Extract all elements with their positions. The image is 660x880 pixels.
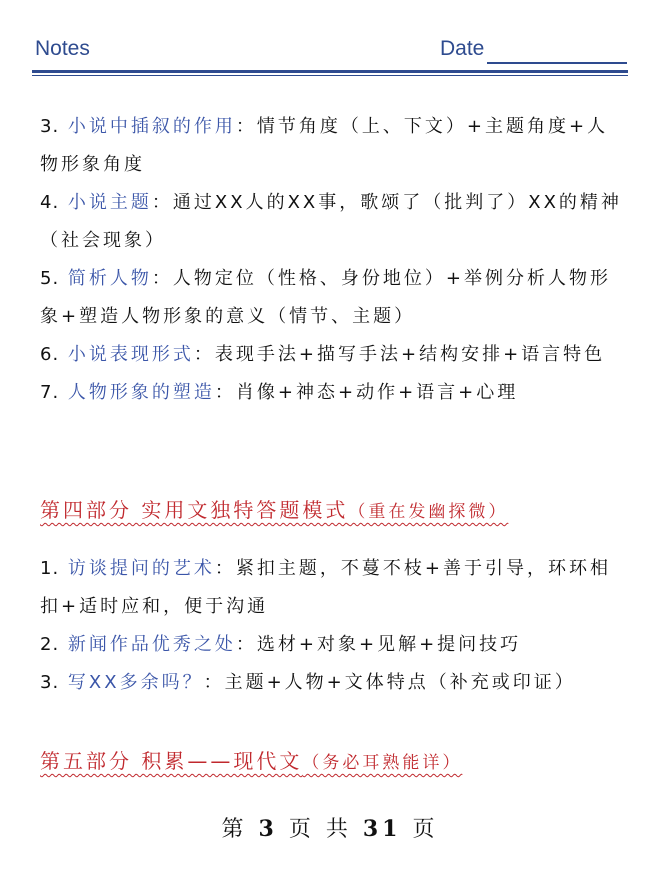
item-keyword: 小说中插叙的作用 [67, 116, 236, 137]
item-keyword: 写XX多余吗？ [67, 672, 204, 693]
item-text: ：通过XX人的XX事，歌颂了（批判了）XX的精神（社会现象） [40, 192, 622, 251]
list-item: 1. 访谈提问的艺术：紧扣主题，不蔓不枝+善于引导，环环相扣+适时应和，便于沟通 [40, 558, 612, 617]
item-keyword: 人物形象的塑造 [67, 382, 215, 403]
footer-suffix: 页 [412, 817, 439, 842]
section-heading-5 [40, 745, 462, 774]
item-text: ：紧扣主题，不蔓不枝+善于引导，环环相扣+适时应和，便于沟通 [40, 558, 612, 617]
footer-prefix: 第 [221, 817, 248, 842]
item-keyword: 小说表现形式 [67, 344, 194, 365]
item-keyword: 简析人物 [67, 268, 152, 289]
current-page-number: 3 [258, 816, 278, 842]
header-rule-thin [32, 75, 628, 76]
list-item: 3. 小说中插叙的作用：情节角度（上、下文）+主题角度+人物形象角度 [40, 116, 609, 175]
notes-header [0, 0, 660, 80]
practical-answer-list [40, 550, 625, 702]
list-item: 6. 小说表现形式：表现手法+描写手法+结构安排+语言特色 [40, 344, 606, 365]
item-keyword: 新闻作品优秀之处 [67, 634, 236, 655]
list-item: 5. 简析人物：人物定位（性格、身份地位）+举例分析人物形象+塑造人物形象的意义（情节、主题） [40, 268, 612, 327]
item-text: ：选材+对象+见解+提问技巧 [235, 634, 522, 655]
notes-label: Notes [35, 37, 90, 60]
header-rule-thick [32, 70, 628, 73]
section-subtitle: （重在发幽探微） [348, 502, 509, 522]
total-page-number: 31 [362, 816, 402, 842]
list-item: 4. 小说主题：通过XX人的XX事，歌颂了（批判了）XX的精神（社会现象） [40, 192, 622, 251]
item-text: ：肖像+神态+动作+语言+心理 [214, 382, 519, 403]
novel-answer-list [40, 108, 625, 412]
item-text: ：人物定位（性格、身份地位）+举例分析人物形象+塑造人物形象的意义（情节、主题） [40, 268, 612, 327]
page-footer [0, 812, 660, 843]
item-keyword: 小说主题 [67, 192, 152, 213]
date-label: Date [440, 37, 485, 60]
list-item: 3. 写XX多余吗？：主题+人物+文体特点（补充或印证） [40, 672, 576, 693]
section-subtitle: （务必耳熟能详） [302, 753, 463, 773]
item-text: ：主题+人物+文体特点（补充或印证） [203, 672, 576, 693]
item-text: ：表现手法+描写手法+结构安排+语言特色 [193, 344, 606, 365]
section-heading-4 [40, 494, 508, 523]
footer-middle: 页 共 [288, 817, 352, 842]
item-keyword: 访谈提问的艺术 [67, 558, 215, 579]
list-item: 7. 人物形象的塑造：肖像+神态+动作+语言+心理 [40, 382, 519, 403]
item-text: ：情节角度（上、下文）+主题角度+人物形象角度 [40, 116, 609, 175]
section-title: 第五部分 积累——现代文 [40, 749, 303, 773]
section-title: 第四部分 实用文独特答题模式 [40, 498, 349, 522]
date-blank-line [487, 62, 627, 64]
list-item: 2. 新闻作品优秀之处：选材+对象+见解+提问技巧 [40, 634, 522, 655]
